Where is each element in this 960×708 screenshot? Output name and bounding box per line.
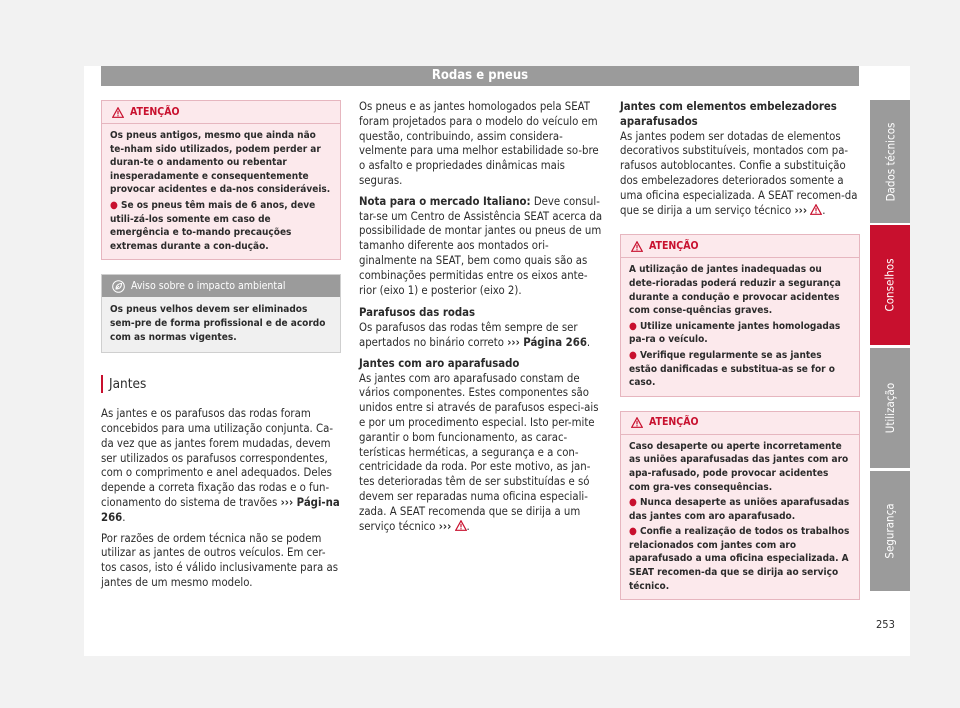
environment-header [102, 275, 340, 297]
bullet-dot-icon: ● [110, 199, 121, 211]
subheading: Parafusos das rodas [359, 306, 476, 320]
bullet-dot-icon: ● [629, 497, 640, 509]
warning-header [102, 101, 340, 124]
warning-reference-link[interactable]: ››› [794, 203, 808, 217]
tab-dados-tecnicos[interactable]: Dados técnicos [870, 100, 910, 223]
paragraph: As jantes e os parafusos das rodas foram concebidos para uma utilização conjunta. Ca-da vez que as jantes forem mudadas, devem ser utilizados os parafusos correspondentes, com o comprimento e anel adequados. Deles depende a correta fixação das rodas e o fun-cionamento do sistema de travões ››› Pági-na 266. [101, 407, 340, 524]
page-reference-link[interactable]: ››› Página 266 [507, 335, 587, 349]
note-label: Nota para o mercado Italiano: [359, 194, 531, 208]
warning-text: Caso desaperte ou aperte incorretamente as uniões aparafusadas das jantes com aro apa-rafusado, pode provocar acidentes com gra-ves consequências. [629, 440, 849, 493]
paragraph: Nota para o mercado Italiano: Deve consul-tar-se um Centro de Assistência SEAT acerca da possibilidade de montar jantes ou pneus de um tamanho diferente aos montados ori-ginalmente na SEAT, bem como quais são as combinações permitidas entre os eixos ante-rior (eixo 1) e posterior (eixo 2). [359, 194, 603, 297]
page-reference-link[interactable]: ››› Pági-na 266 [101, 495, 340, 524]
bullet-dot-icon: ● [629, 349, 640, 361]
column-right [620, 100, 860, 614]
warning-bullet: ● Confie a realização de todos os trabalhos relacionados com jantes com aro aparafusado a uma oficina especializada. A SEAT recomen-da que se dirija ao serviço técnico. [629, 526, 850, 592]
bullet-dot-icon: ● [629, 320, 640, 332]
paragraph: As jantes com aro aparafusado constam de vários componentes. Estes componentes são unidos entre si através de parafusos especi-ais e por um procedimento especial. Isto per-mite garantir o bom funcionamento, as carac-terísticas herméticas, a segurança e a con-centricidade da roda. Por este motivo, as jan-tes deterioradas têm de ser substituídas e só devem ser reparadas numa oficina especiali-zada. A SEAT recomenda que se dirija a um serviço técnico ››› . [359, 371, 599, 533]
section-title-jantes: Jantes [101, 375, 341, 393]
paragraph: Os pneus e as jantes homologados pela SEAT foram projetados para o modelo do veículo em questão, contribuindo, assim considera-velmente para uma melhor estabilidade so-bre o asfalto e propriedades dinâmicas mais seguras. [359, 100, 599, 187]
warning-triangle-icon [810, 204, 822, 215]
warning-box-rims [620, 234, 860, 396]
column-left [101, 100, 341, 597]
paragraph: As jantes podem ser dotadas de elementos decorativos substituíveis, montados com pa-rafusos autoblocantes. Confie a substituição dos embelezadores deteriorados somente a uma oficina especializada. A SEAT recomen-da que se dirija a um serviço técnico ››› . [620, 129, 858, 217]
warning-title: ATENÇÃO [649, 416, 699, 429]
warning-triangle-icon [112, 107, 124, 118]
page-header: Rodas e pneus [101, 66, 859, 86]
warning-box-tyres [101, 100, 341, 260]
paragraph: Por razões de ordem técnica não se podem utilizar as jantes de outros veículos. Em cer-tos casos, isto é válido inclusivamente para as jantes de um mesmo modelo. [101, 531, 338, 589]
bullet-dot-icon: ● [629, 526, 640, 538]
tab-utilizacao[interactable]: Utilização [870, 348, 910, 468]
tab-seguranca[interactable]: Segurança [870, 471, 910, 591]
warning-body [621, 258, 859, 395]
environment-notice [101, 274, 341, 353]
leaf-icon [112, 280, 125, 293]
column-middle [359, 100, 603, 540]
warning-box-screwed-rims [620, 411, 860, 601]
paragraph: Os parafusos das rodas têm sempre de ser apertados no binário correto ››› Página 266. [359, 321, 591, 349]
warning-header [621, 235, 859, 258]
warning-reference-link[interactable]: ››› [438, 519, 452, 533]
subheading: Jantes com aro aparafusado [359, 356, 520, 370]
warning-text: A utilização de jantes inadequadas ou dete-rioradas poderá reduzir a segurança durante a condução e provocar acidentes com conse-quências graves. [629, 264, 841, 317]
environment-title: Aviso sobre o impacto ambiental [131, 279, 286, 292]
warning-body [621, 435, 859, 600]
warning-body [102, 124, 340, 259]
warning-text: Os pneus antigos, mesmo que ainda não te-nham sido utilizados, podem perder ar duran-te o andamento ou rebentar inesperadamente e consequentemente provocar acidentes e da-nos consideráveis. [110, 130, 331, 196]
subheading: Jantes com elementos embelezadores aparafusados [620, 100, 837, 128]
warning-bullet: ● Se os pneus têm mais de 6 anos, deve utili-zá-los somente em caso de emergência e to-mando precauções extremas durante a con-dução. [110, 199, 316, 252]
warning-title: ATENÇÃO [130, 105, 180, 118]
warning-title: ATENÇÃO [649, 239, 699, 252]
warning-bullet: ● Utilize unicamente jantes homologadas pa-ra o veículo. [629, 320, 841, 346]
warning-bullet: ● Verifique regularmente se as jantes estão danificadas e substitua-as se for o caso. [629, 349, 835, 389]
warning-triangle-icon [455, 520, 467, 531]
environment-text: Os pneus velhos devem ser eliminados sem-pre de forma profissional e de acordo com as normas vigentes. [110, 304, 326, 343]
warning-triangle-icon [631, 417, 643, 428]
warning-header [621, 412, 859, 435]
warning-triangle-icon [631, 241, 643, 252]
tab-conselhos[interactable]: Conselhos [870, 225, 910, 345]
warning-bullet: ● Nunca desaperte as uniões aparafusadas das jantes com aro aparafusado. [629, 497, 850, 522]
page-number: 253 [876, 618, 895, 631]
